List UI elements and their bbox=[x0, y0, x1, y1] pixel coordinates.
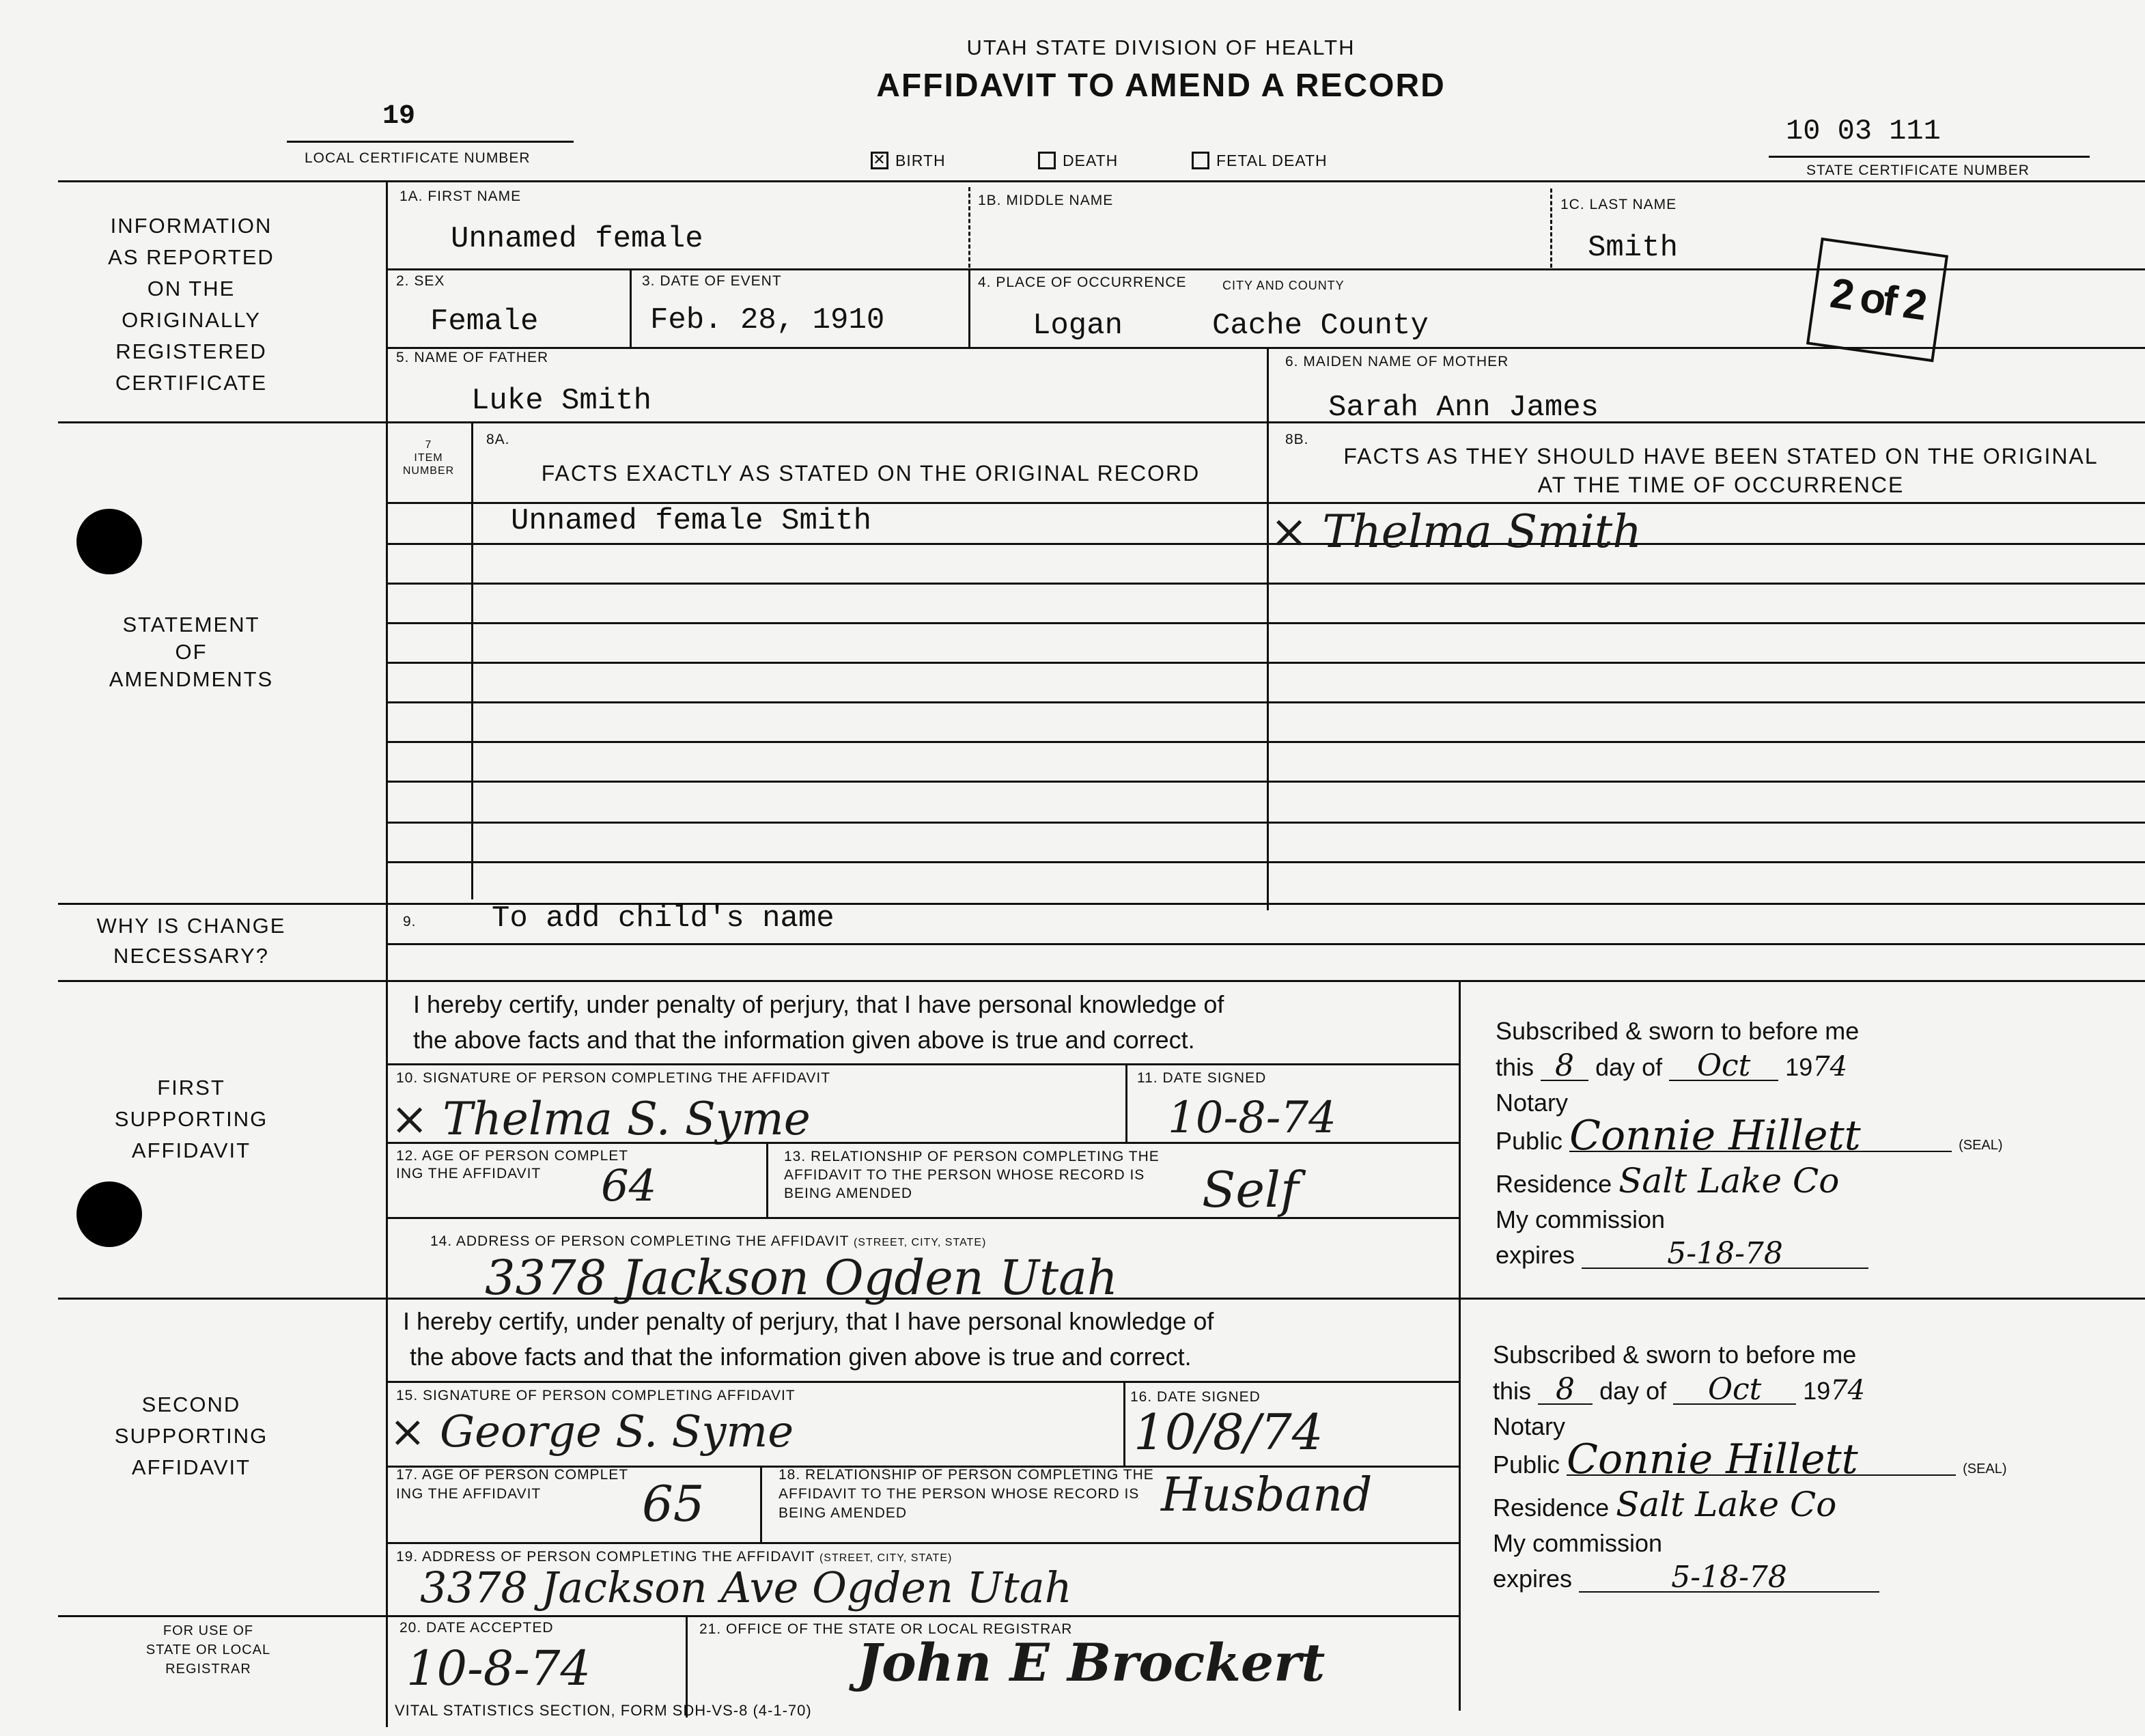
first-age-value[interactable]: 64 bbox=[601, 1161, 657, 1212]
record-type-birth[interactable] bbox=[871, 152, 946, 171]
notary-1-year-prefix: 19 bbox=[1785, 1053, 1813, 1081]
notary-1-expires-val[interactable]: 5-18-78 bbox=[1582, 1240, 1868, 1269]
notary-1-expires: expires bbox=[1496, 1241, 1575, 1269]
notary-1-day-line bbox=[1496, 1049, 2110, 1085]
death-label: DEATH bbox=[1063, 152, 1119, 169]
fetal-death-checkbox[interactable] bbox=[1192, 152, 1209, 169]
second-certify-line-1: I hereby certify, under penalty of perjury, that I have personal knowledge of bbox=[403, 1307, 1214, 1335]
second-rel-label: 18. RELATIONSHIP OF PERSON COMPLETING THE AFFIDAVIT TO THE PERSON WHOSE RECORD IS BEING AMENDED bbox=[779, 1467, 1154, 1521]
first-date-label: 11. DATE SIGNED bbox=[1137, 1070, 1267, 1086]
reason-value[interactable]: To add child's name bbox=[492, 901, 835, 936]
second-signature[interactable]: × George S. Syme bbox=[389, 1407, 794, 1457]
first-addr-value[interactable]: 3378 Jackson Ogden Utah bbox=[485, 1250, 1118, 1306]
mother-label: 6. MAIDEN NAME OF MOTHER bbox=[1285, 354, 1509, 369]
notary-2-commission: My commission bbox=[1493, 1529, 1663, 1557]
registrar-date-label: 20. DATE ACCEPTED bbox=[399, 1620, 554, 1636]
notary-2-expires: expires bbox=[1493, 1565, 1573, 1593]
middle-name-label: 1B. MIDDLE NAME bbox=[978, 193, 1114, 208]
record-type-fetal-death[interactable] bbox=[1192, 152, 1328, 171]
notary-1-residence-line bbox=[1496, 1163, 2110, 1202]
notary-2-year-prefix: 19 bbox=[1803, 1377, 1831, 1405]
notary-2-day-of: day of bbox=[1599, 1377, 1667, 1405]
notary-2-seal: (SEAL) bbox=[1963, 1461, 2007, 1476]
last-name-value[interactable]: Smith bbox=[1588, 231, 1679, 265]
date-of-event-value[interactable]: Feb. 28, 1910 bbox=[650, 303, 885, 337]
birth-label: BIRTH bbox=[895, 152, 946, 169]
item-number-label: 7 ITEM NUMBER bbox=[402, 439, 455, 477]
notary-2-residence-line bbox=[1493, 1487, 2107, 1526]
notary-2-expires-line bbox=[1493, 1561, 2107, 1597]
col-a-code: 8A. bbox=[486, 432, 510, 447]
first-addr-label bbox=[430, 1233, 986, 1250]
notary-2-public: Public bbox=[1493, 1451, 1560, 1479]
second-age-value[interactable]: 65 bbox=[642, 1475, 705, 1532]
notary-2-day-val[interactable]: 8 bbox=[1538, 1376, 1593, 1405]
notary-2-day-line bbox=[1493, 1373, 2107, 1409]
second-age-label: 17. AGE OF PERSON COMPLET ING THE AFFIDAVIT bbox=[396, 1467, 629, 1502]
local-cert-underline bbox=[287, 141, 574, 143]
notary-2-this: this bbox=[1493, 1377, 1532, 1405]
first-age-label: 12. AGE OF PERSON COMPLET ING THE AFFIDAVIT bbox=[396, 1148, 629, 1181]
first-name-label: 1A. FIRST NAME bbox=[399, 188, 522, 204]
notary-2-sig[interactable]: Connie Hillett bbox=[1567, 1444, 1956, 1476]
agency-name: UTAH STATE DIVISION OF HEALTH bbox=[966, 36, 1356, 59]
second-addr-sublabel: (STREET, CITY, STATE) bbox=[819, 1552, 953, 1564]
notary-2-notary-label: Notary bbox=[1493, 1412, 1566, 1440]
state-cert-underline bbox=[1769, 156, 2090, 158]
corrected-fact-value[interactable]: × Thelma Smith bbox=[1270, 505, 1642, 558]
notary-1 bbox=[1496, 1013, 2110, 1273]
form-title: AFFIDAVIT TO AMEND A RECORD bbox=[876, 68, 1446, 104]
sex-label: 2. SEX bbox=[396, 273, 445, 289]
notary-1-this: this bbox=[1496, 1053, 1534, 1081]
father-value[interactable]: Luke Smith bbox=[471, 384, 652, 418]
col-a-header: FACTS EXACTLY AS STATED ON THE ORIGINAL RECORD bbox=[541, 461, 1201, 486]
local-cert-label: LOCAL CERTIFICATE NUMBER bbox=[305, 150, 531, 166]
notary-2 bbox=[1493, 1337, 2107, 1597]
notary-1-public: Public bbox=[1496, 1127, 1563, 1155]
registrar-date-value[interactable]: 10-8-74 bbox=[406, 1640, 591, 1696]
first-date-value[interactable]: 10-8-74 bbox=[1168, 1093, 1336, 1143]
section-second-label: SECOND SUPPORTING AFFIDAVIT bbox=[114, 1392, 268, 1479]
notary-1-residence: Residence bbox=[1496, 1170, 1612, 1198]
notary-1-year-val[interactable]: 74 bbox=[1812, 1051, 1848, 1082]
first-certify-line-1: I hereby certify, under penalty of perjury, that I have personal knowledge of bbox=[413, 990, 1224, 1018]
page-stamp: 2 of 2 bbox=[1806, 238, 1948, 363]
section-why-label: WHY IS CHANGE NECESSARY? bbox=[96, 914, 286, 968]
first-rel-label: 13. RELATIONSHIP OF PERSON COMPLETING THE AFFIDAVIT TO THE PERSON WHOSE RECORD IS BEING AMENDED bbox=[784, 1149, 1160, 1201]
mother-value[interactable]: Sarah Ann James bbox=[1328, 391, 1599, 425]
second-rel-value[interactable]: Husband bbox=[1161, 1468, 1373, 1522]
death-checkbox[interactable] bbox=[1038, 152, 1056, 169]
notary-1-subscribed: Subscribed & sworn to before me bbox=[1496, 1017, 1860, 1045]
second-sig-label: 15. SIGNATURE OF PERSON COMPLETING AFFIDAVIT bbox=[396, 1388, 796, 1403]
second-date-value[interactable]: 10/8/74 bbox=[1134, 1403, 1323, 1461]
place-label: 4. PLACE OF OCCURRENCE bbox=[978, 275, 1187, 290]
date-of-event-label: 3. DATE OF EVENT bbox=[642, 273, 782, 289]
punch-hole-top bbox=[76, 509, 142, 574]
registrar-signature[interactable]: John E Brockert bbox=[857, 1632, 1326, 1693]
first-addr-sublabel: (STREET, CITY, STATE) bbox=[853, 1237, 987, 1248]
notary-2-month-val[interactable]: Oct bbox=[1673, 1376, 1796, 1405]
notary-1-day-val[interactable]: 8 bbox=[1541, 1052, 1588, 1081]
notary-1-month-val[interactable]: Oct bbox=[1669, 1052, 1778, 1081]
notary-1-sig[interactable]: Connie Hillett bbox=[1569, 1121, 1952, 1152]
second-addr-label-text: 19. ADDRESS OF PERSON COMPLETING THE AFFIDAVIT bbox=[396, 1549, 815, 1565]
place-sublabel: CITY AND COUNTY bbox=[1222, 279, 1345, 292]
first-signature[interactable]: × Thelma S. Syme bbox=[391, 1093, 811, 1145]
place-city-value[interactable]: Logan bbox=[1033, 309, 1123, 343]
reason-number: 9. bbox=[403, 914, 417, 929]
first-sig-label: 10. SIGNATURE OF PERSON COMPLETING THE AFFIDAVIT bbox=[396, 1070, 831, 1086]
registrar-office-label: 21. OFFICE OF THE STATE OR LOCAL REGISTRAR bbox=[699, 1621, 1073, 1637]
notary-1-notary-label: Notary bbox=[1496, 1089, 1569, 1117]
notary-1-residence-val[interactable]: Salt Lake Co bbox=[1618, 1161, 1840, 1201]
section-info-label: INFORMATION AS REPORTED ON THE ORIGINALLY REGISTERED CERTIFICATE bbox=[108, 214, 275, 395]
original-fact-value[interactable]: Unnamed female Smith bbox=[511, 504, 872, 538]
section-statement-label: STATEMENT OF AMENDMENTS bbox=[109, 613, 274, 691]
notary-1-expires-line bbox=[1496, 1237, 2110, 1273]
col-b-code: 8B. bbox=[1285, 432, 1309, 447]
notary-1-day-of: day of bbox=[1595, 1053, 1663, 1081]
fetal-death-label: FETAL DEATH bbox=[1216, 152, 1328, 169]
form-footer: VITAL STATISTICS SECTION, FORM SDH-VS-8 (4-1-70) bbox=[395, 1702, 812, 1719]
sex-value[interactable]: Female bbox=[430, 305, 539, 339]
father-label: 5. NAME OF FATHER bbox=[396, 350, 549, 365]
notary-2-public-line bbox=[1493, 1436, 2107, 1487]
first-rel-value[interactable]: Self bbox=[1202, 1161, 1299, 1218]
last-name-label: 1C. LAST NAME bbox=[1560, 197, 1677, 212]
notary-1-commission: My commission bbox=[1496, 1205, 1666, 1233]
state-cert-label: STATE CERTIFICATE NUMBER bbox=[1806, 163, 2030, 178]
second-date-label: 16. DATE SIGNED bbox=[1130, 1389, 1261, 1405]
place-county-value[interactable]: Cache County bbox=[1212, 309, 1429, 343]
first-name-value[interactable]: Unnamed female bbox=[451, 222, 703, 256]
state-cert-number-value: 10 03 111 bbox=[1786, 115, 1941, 148]
first-addr-label-text: 14. ADDRESS OF PERSON COMPLETING THE AFFIDAVIT bbox=[430, 1233, 850, 1249]
first-certify-line-2: the above facts and that the information given above is true and correct. bbox=[413, 1026, 1195, 1054]
birth-checkbox[interactable]: ✕ bbox=[871, 152, 888, 169]
second-certify-line-2: the above facts and that the information given above is true and correct. bbox=[410, 1343, 1192, 1371]
section-first-label: FIRST SUPPORTING AFFIDAVIT bbox=[114, 1076, 268, 1162]
section-registrar-label: FOR USE OF STATE OR LOCAL REGISTRAR bbox=[145, 1623, 271, 1677]
notary-2-residence: Residence bbox=[1493, 1494, 1610, 1522]
record-type-death[interactable] bbox=[1038, 152, 1118, 171]
local-cert-number-value: 19 bbox=[382, 101, 416, 132]
notary-2-year-val[interactable]: 74 bbox=[1830, 1375, 1866, 1406]
punch-hole-bottom bbox=[76, 1181, 142, 1247]
notary-2-residence-val[interactable]: Salt Lake Co bbox=[1616, 1485, 1837, 1524]
notary-1-public-line bbox=[1496, 1112, 2110, 1163]
notary-2-expires-val[interactable]: 5-18-78 bbox=[1579, 1564, 1879, 1593]
notary-2-subscribed: Subscribed & sworn to before me bbox=[1493, 1341, 1857, 1369]
col-b-header: FACTS AS THEY SHOULD HAVE BEEN STATED ON THE ORIGINAL AT THE TIME OF OCCURRENCE bbox=[1343, 444, 2099, 497]
second-addr-value[interactable]: 3378 Jackson Ave Ogden Utah bbox=[420, 1563, 1072, 1612]
notary-1-seal: (SEAL) bbox=[1959, 1138, 2003, 1153]
